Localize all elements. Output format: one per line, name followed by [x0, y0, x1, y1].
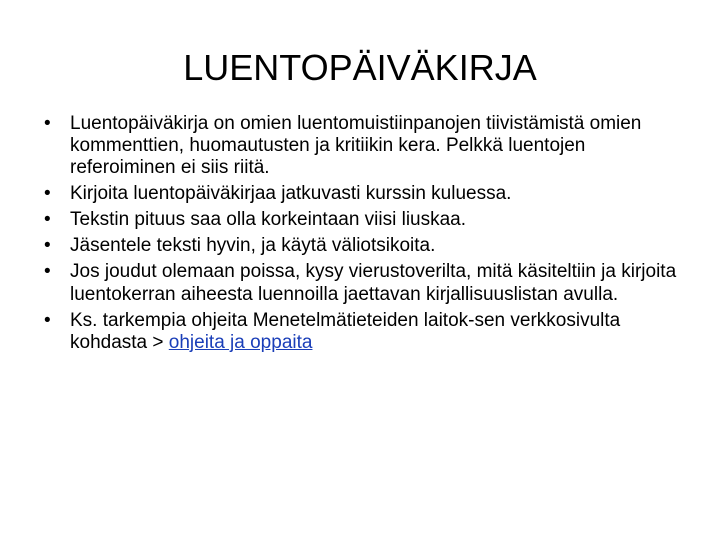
bullet-marker: •	[44, 183, 51, 205]
bullet-item	[44, 261, 684, 305]
bullet-text: Jäsentele teksti hyvin, ja käytä väliotsikoita.	[70, 235, 436, 257]
bullet-text: Ks. tarkempia ohjeita Menetelmätieteiden laitok-sen verkkosivulta kohdasta >	[70, 309, 621, 353]
bullet-marker: •	[44, 209, 51, 231]
bullet-text: Tekstin pituus saa olla korkeintaan viisi liuskaa.	[70, 209, 467, 231]
bullet-marker: •	[44, 113, 51, 134]
bullet-marker: •	[44, 261, 51, 283]
bullet-text: Jos joudut olemaan poissa, kysy vierustoverilta, mitä käsiteltiin ja kirjoita luentokerran aiheesta luennoilla jaettavan kirjallisuuslistan avulla.	[70, 261, 677, 305]
bullet-text: Kirjoita luentopäiväkirjaa jatkuvasti kurssin kuluessa.	[70, 183, 512, 205]
bullet-item	[44, 113, 684, 180]
guides-link[interactable]: ohjeita ja oppaita	[168, 331, 313, 353]
bullet-item	[44, 235, 684, 257]
bullet-list	[44, 113, 684, 358]
bullet-item	[44, 183, 684, 205]
slide-title: LUENTOPÄIVÄKIRJA	[183, 47, 537, 88]
bullet-item-with-link	[44, 310, 684, 354]
bullet-item	[44, 209, 684, 231]
bullet-marker: •	[44, 235, 51, 257]
bullet-text: Luentopäiväkirja on omien luentomuistiinpanojen tiivistämistä omien kommenttien, huomautusten ja kritiikin kera. Pelkkä luentojen referoiminen ei siis riitä.	[70, 113, 642, 179]
bullet-marker: •	[44, 309, 51, 331]
